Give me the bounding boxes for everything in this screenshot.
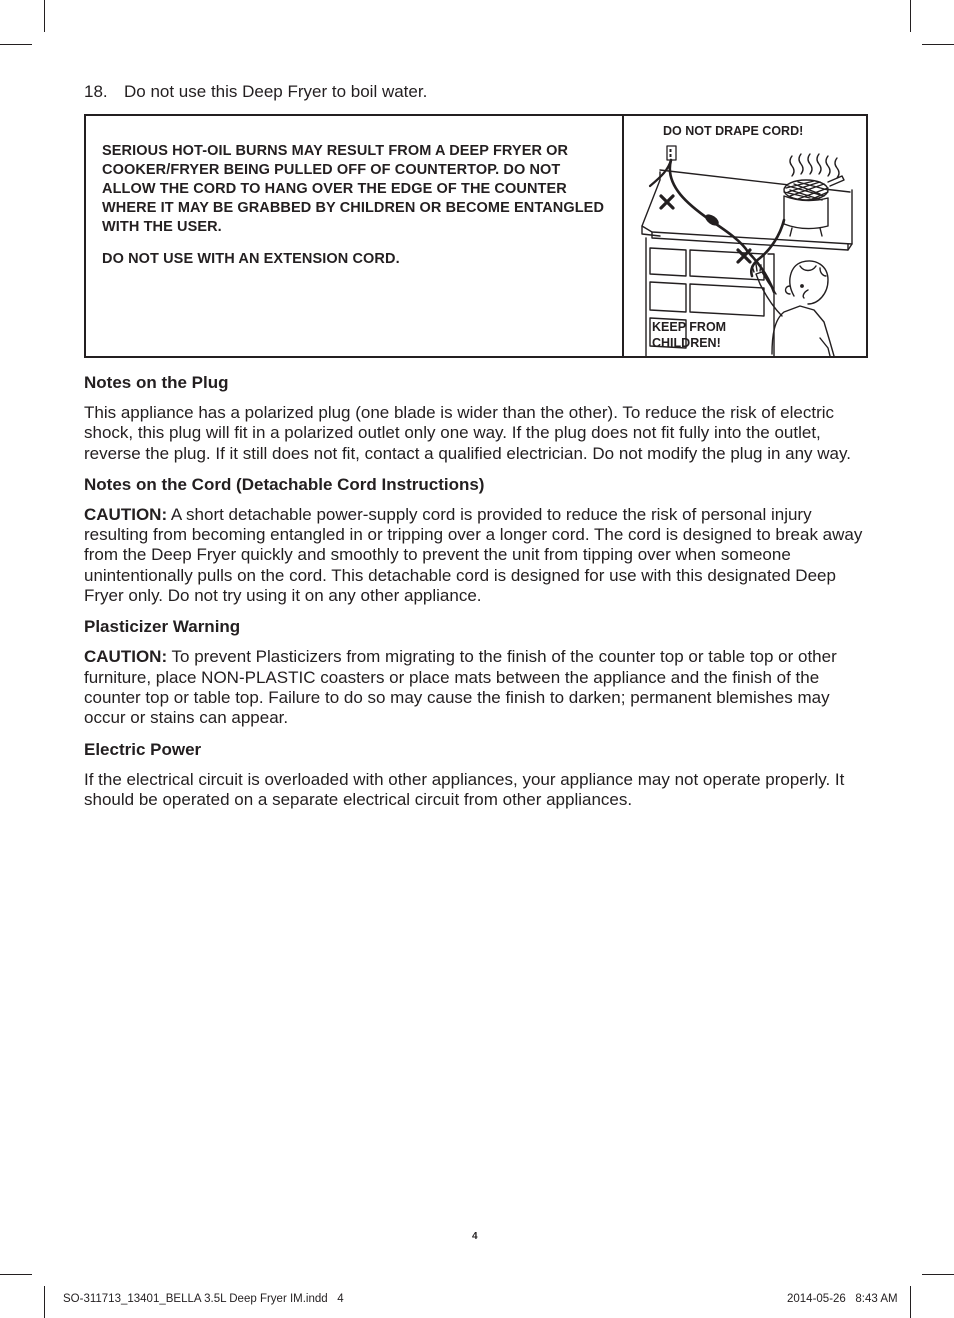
list-item-text: Do not use this Deep Fryer to boil water. [124,82,428,101]
crop-mark [0,1274,32,1275]
heading-cord: Notes on the Cord (Detachable Cord Instructions) [84,474,485,494]
illustration-label-do-not-drape: DO NOT DRAPE CORD! [663,124,804,138]
power-body: If the electrical circuit is overloaded with other appliances, your appliance may not operate properly. It should be operated on a separate electrical circuit from other appliances. [84,769,845,809]
list-item-number: 18. [84,82,108,101]
warning-box [84,114,868,358]
crop-mark [910,1286,911,1318]
plasticizer-paragraph [84,647,864,728]
page-number: 4 [472,1231,478,1242]
slug-filename: SO-311713_13401_BELLA 3.5L Deep Fryer IM.indd 4 [63,1293,344,1305]
plug-body: This appliance has a polarized plug (one blade is wider than the other). To reduce the risk of electric shock, this plug will fit in a polarized outlet only one way. If the plug does not fit fully into the outlet, reverse the plug. If it still does not fit, contact a qualified electrician. Do not modify the plug in any way. [84,403,851,463]
crop-mark [910,0,911,32]
keep-from-children-text: KEEP FROM CHILDREN! [652,320,727,350]
list-item-18 [84,82,427,102]
crop-mark [44,1286,45,1318]
crop-mark [922,1274,954,1275]
warning-paragraph-burns: SERIOUS HOT-OIL BURNS MAY RESULT FROM A DEEP FRYER OR COOKER/FRYER BEING PULLED OFF OF COUNTERTOP. DO NOT ALLOW THE CORD TO HANG OVER THE EDGE OF THE COUNTER WHERE IT MAY BE GRABBED BY CHILDREN OR BECOME ENTANGLED WITH THE USER. [102,143,605,235]
plasticizer-body: To prevent Plasticizers from migrating to the finish of the counter top or table top or other furniture, place NON-PLASTIC coasters or place mats between the appliance and the finish of the counter top or table top. Failure to do so may cause the finish to darken; permanent blemishes may occur or stains can appear. [84,647,837,728]
cord-paragraph [84,505,864,606]
heading-electric-power: Electric Power [84,739,202,759]
heading-plug: Notes on the Plug [84,373,229,392]
heading-plasticizer: Plasticizer Warning [84,617,241,637]
crop-mark [922,44,954,45]
illustration-label-keep-from-children [652,319,742,351]
crop-mark [0,44,32,45]
crop-mark [44,0,45,32]
warning-text [102,142,612,269]
warning-illustration [624,116,868,356]
slug-timestamp: 2014-05-26 8:43 AM [787,1293,898,1305]
caution-label: CAUTION: [84,647,168,667]
notes-content [84,373,864,810]
warning-paragraph-extension-cord: DO NOT USE WITH AN EXTENSION CORD. [102,251,400,267]
caution-label: CAUTION: [84,504,168,524]
cord-body: A short detachable power-supply cord is provided to reduce the risk of personal injury resulting from becoming entangled in or tripping over a longer cord. The cord is designed to break away from the Deep Fryer quickly and smoothly to prevent the unit from tipping over when someone unintentionally pulls on the cord. This detachable cord is designed for use with this designated Deep Fryer only. Do not try using it on any other appliance. [84,504,863,606]
